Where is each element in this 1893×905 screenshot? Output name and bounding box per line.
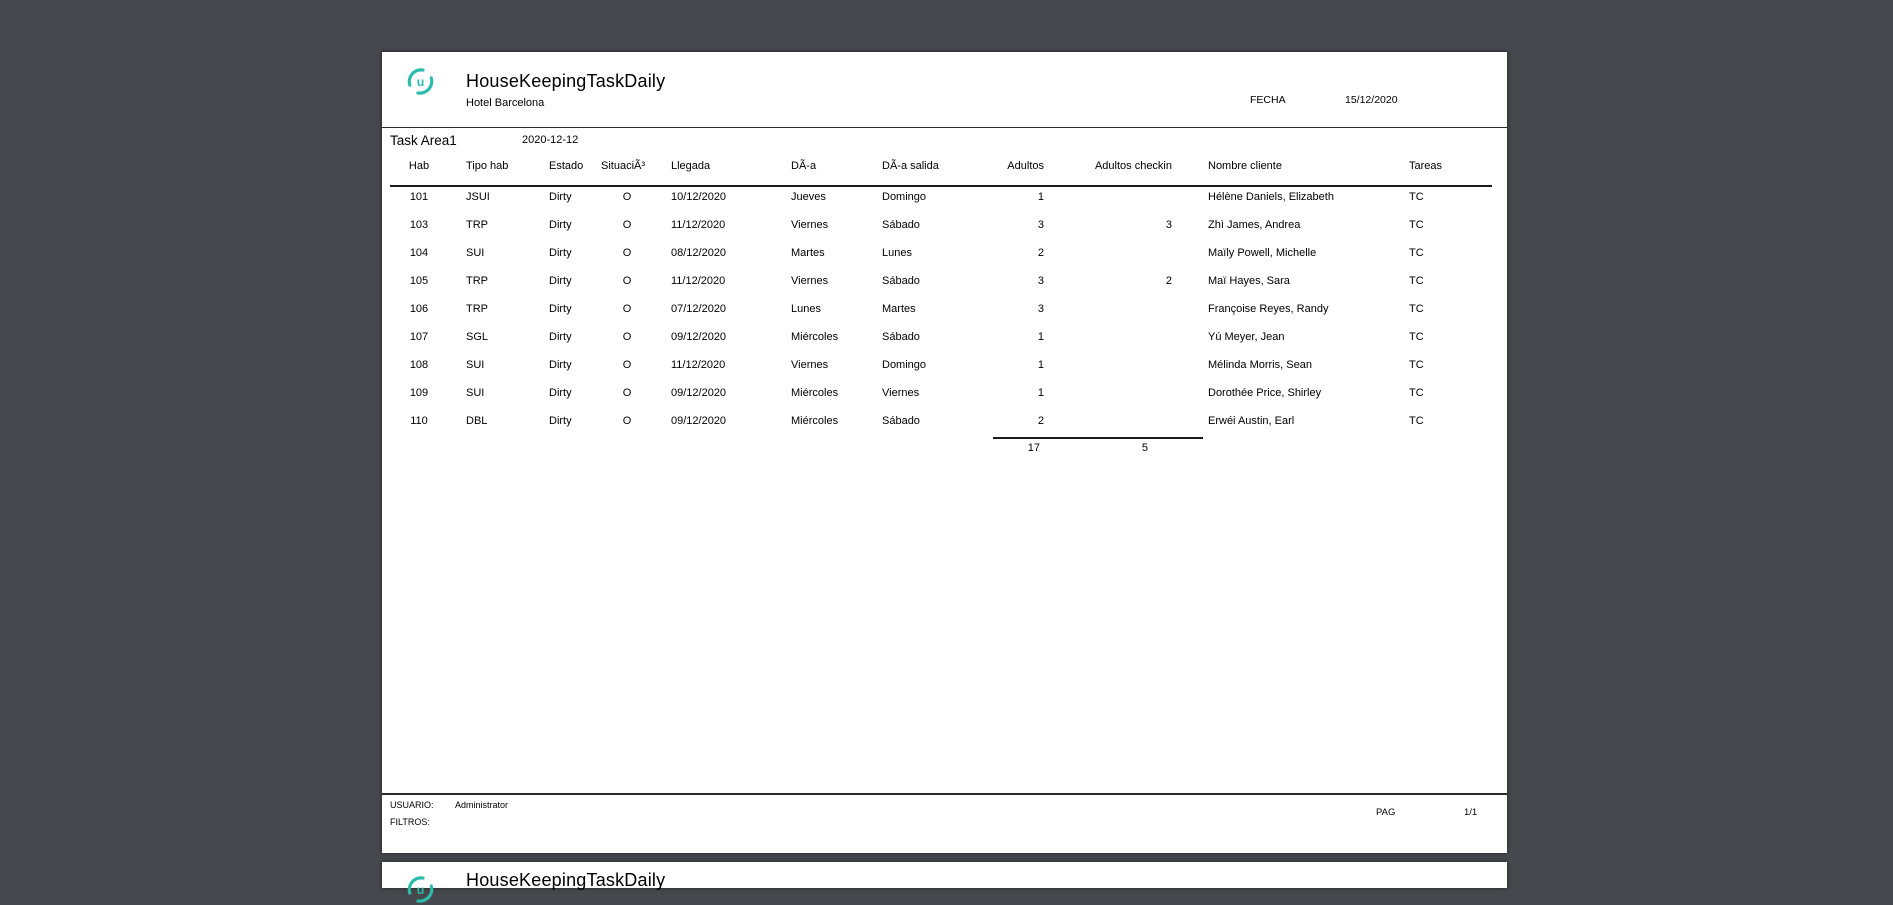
usuario-value: Administrator [455,800,509,810]
cell-dia: Miércoles [791,387,839,399]
cell-nombre-cliente: Mélinda Morris, Sean [1208,359,1312,371]
table-row [382,351,1507,379]
cell-tipo-hab: DBL [466,415,488,427]
cell-hab: 108 [409,359,429,371]
cell-situacion: O [622,275,632,287]
column-header-adultos: Adultos [1007,160,1044,172]
cell-tipo-hab: SUI [466,387,485,399]
cell-hab: 104 [409,247,429,259]
cell-dia-salida: Sábado [882,275,920,287]
cell-dia-salida: Sábado [882,415,920,427]
cell-dia: Lunes [791,303,821,315]
table-row [382,267,1507,295]
cell-hab: 103 [409,219,429,231]
report-page-2 [382,862,1507,898]
cell-tareas: TC [1409,303,1424,315]
cell-tipo-hab: SUI [466,359,485,371]
cell-nombre-cliente: Erwéi Austin, Earl [1208,415,1295,427]
cell-llegada: 10/12/2020 [671,191,727,203]
hotel-name: Hotel Barcelona [466,97,545,109]
cell-tipo-hab: JSUI [466,191,490,203]
page-number-value: 1/1 [1464,807,1478,818]
cell-adultos-checkin [1087,239,1172,267]
cell-estado: Dirty [549,387,572,399]
cell-dia-salida: Sábado [882,331,920,343]
fecha-value: 15/12/2020 [1345,94,1398,106]
column-header-nombre-cliente: Nombre cliente [1208,160,1282,172]
report-title: HouseKeepingTaskDaily [466,870,666,890]
cell-hab: 110 [410,415,428,427]
total-adultos: 17 [1027,442,1040,454]
cell-tipo-hab: SUI [466,247,485,259]
svg-text:u: u [416,883,425,898]
footer-separator [382,793,1507,795]
table-row [382,211,1507,239]
cell-adultos: 3 [1037,275,1044,287]
usuario-label: USUARIO: [390,800,434,810]
cell-adultos-checkin [1087,379,1172,407]
svg-text:u: u [416,75,425,90]
cell-llegada: 07/12/2020 [671,303,727,315]
cell-adultos: 3 [1037,219,1044,231]
fecha-label: FECHA [1250,94,1286,106]
cell-situacion: O [622,191,632,203]
cell-adultos: 2 [1037,247,1044,259]
cell-adultos: 1 [1037,331,1044,343]
column-header-tipo-hab: Tipo hab [466,160,509,172]
cell-dia: Viernes [791,219,829,231]
cell-situacion: O [622,219,632,231]
cell-situacion: O [622,303,632,315]
cell-llegada: 09/12/2020 [671,415,727,427]
table-row [382,407,1507,435]
cell-dia: Viernes [791,359,829,371]
column-header-llegada: Llegada [671,160,711,172]
cell-llegada: 09/12/2020 [671,331,727,343]
cell-nombre-cliente: Maïly Powell, Michelle [1208,247,1317,259]
cell-tareas: TC [1409,359,1424,371]
cell-hab: 109 [409,387,429,399]
cell-adultos: 1 [1037,387,1044,399]
cell-situacion: O [622,415,632,427]
report-title: HouseKeepingTaskDaily [466,71,666,91]
cell-llegada: 09/12/2020 [671,387,727,399]
cell-adultos: 2 [1037,415,1044,427]
cell-hab: 106 [409,303,429,315]
section-title: Task Area1 [390,133,457,148]
cell-adultos-checkin [1087,351,1172,379]
cell-adultos-checkin [1087,407,1172,435]
housekeeping-table [382,52,1507,853]
column-header-hab: Hab [408,160,430,172]
cell-dia-salida: Sábado [882,219,920,231]
cell-estado: Dirty [549,331,572,343]
cell-llegada: 11/12/2020 [671,359,726,371]
cell-adultos-checkin [1087,295,1172,323]
cell-adultos-checkin: 2 [1165,275,1172,287]
cell-dia: Jueves [791,191,826,203]
column-header-estado: Estado [549,160,584,172]
cell-dia-salida: Lunes [882,247,912,259]
cell-tipo-hab: SGL [466,331,489,343]
cell-nombre-cliente: Yú Meyer, Jean [1208,331,1285,343]
cell-dia-salida: Viernes [882,387,920,399]
cell-nombre-cliente: Maï Hayes, Sara [1208,275,1290,287]
cell-estado: Dirty [549,191,572,203]
cell-llegada: 11/12/2020 [671,219,726,231]
cell-tareas: TC [1409,247,1424,259]
cell-estado: Dirty [549,219,572,231]
cell-nombre-cliente: Hélène Daniels, Elizabeth [1208,191,1334,203]
cell-dia: Miércoles [791,331,839,343]
cell-llegada: 08/12/2020 [671,247,727,259]
cell-dia: Martes [791,247,825,259]
filtros-label: FILTROS: [390,817,430,827]
brand-logo-icon [405,874,436,905]
cell-adultos-checkin [1087,323,1172,351]
table-row [382,183,1507,211]
cell-adultos: 1 [1037,191,1044,203]
cell-adultos-checkin [1087,183,1172,211]
cell-adultos: 3 [1037,303,1044,315]
cell-tareas: TC [1409,275,1424,287]
cell-nombre-cliente: Zhì James, Andrea [1208,219,1301,231]
cell-estado: Dirty [549,303,572,315]
totals-rule [993,437,1203,439]
cell-llegada: 11/12/2020 [671,275,726,287]
table-row [382,323,1507,351]
cell-adultos: 1 [1037,359,1044,371]
cell-tipo-hab: TRP [466,219,488,231]
table-row [382,239,1507,267]
cell-dia: Viernes [791,275,829,287]
column-header-situacion: SituaciÃ³ [601,160,646,172]
cell-situacion: O [622,387,632,399]
column-header-dia-salida: DÃ-a salida [882,160,939,172]
total-adultos-checkin: 5 [1141,442,1148,454]
cell-tareas: TC [1409,415,1424,427]
cell-tareas: TC [1409,191,1424,203]
cell-estado: Dirty [549,415,572,427]
cell-dia-salida: Domingo [882,191,927,203]
cell-tareas: TC [1409,331,1424,343]
cell-dia-salida: Domingo [882,359,927,371]
cell-hab: 107 [409,331,429,343]
table-row [382,379,1507,407]
cell-hab: 105 [409,275,429,287]
cell-adultos-checkin: 3 [1165,219,1172,231]
column-header-dia: DÃ-a [791,160,817,172]
table-row [382,295,1507,323]
cell-tipo-hab: TRP [466,275,488,287]
table-header-row [382,157,1507,175]
cell-situacion: O [622,359,632,371]
cell-tareas: TC [1409,219,1424,231]
cell-tipo-hab: TRP [466,303,488,315]
column-header-adultos-checkin: Adultos checkin [1094,160,1172,172]
cell-estado: Dirty [549,275,572,287]
cell-dia-salida: Martes [882,303,916,315]
cell-estado: Dirty [549,359,572,371]
cell-dia: Miércoles [791,415,839,427]
section-date: 2020-12-12 [522,134,579,146]
cell-estado: Dirty [549,247,572,259]
cell-nombre-cliente: Françoise Reyes, Randy [1208,303,1329,315]
report-page-1 [382,52,1507,853]
column-header-tareas: Tareas [1409,160,1443,172]
cell-tareas: TC [1409,387,1424,399]
cell-nombre-cliente: Dorothée Price, Shirley [1208,387,1322,399]
page-number-label: PAG [1376,807,1396,818]
cell-hab: 101 [409,191,429,203]
cell-situacion: O [622,247,632,259]
cell-situacion: O [622,331,632,343]
